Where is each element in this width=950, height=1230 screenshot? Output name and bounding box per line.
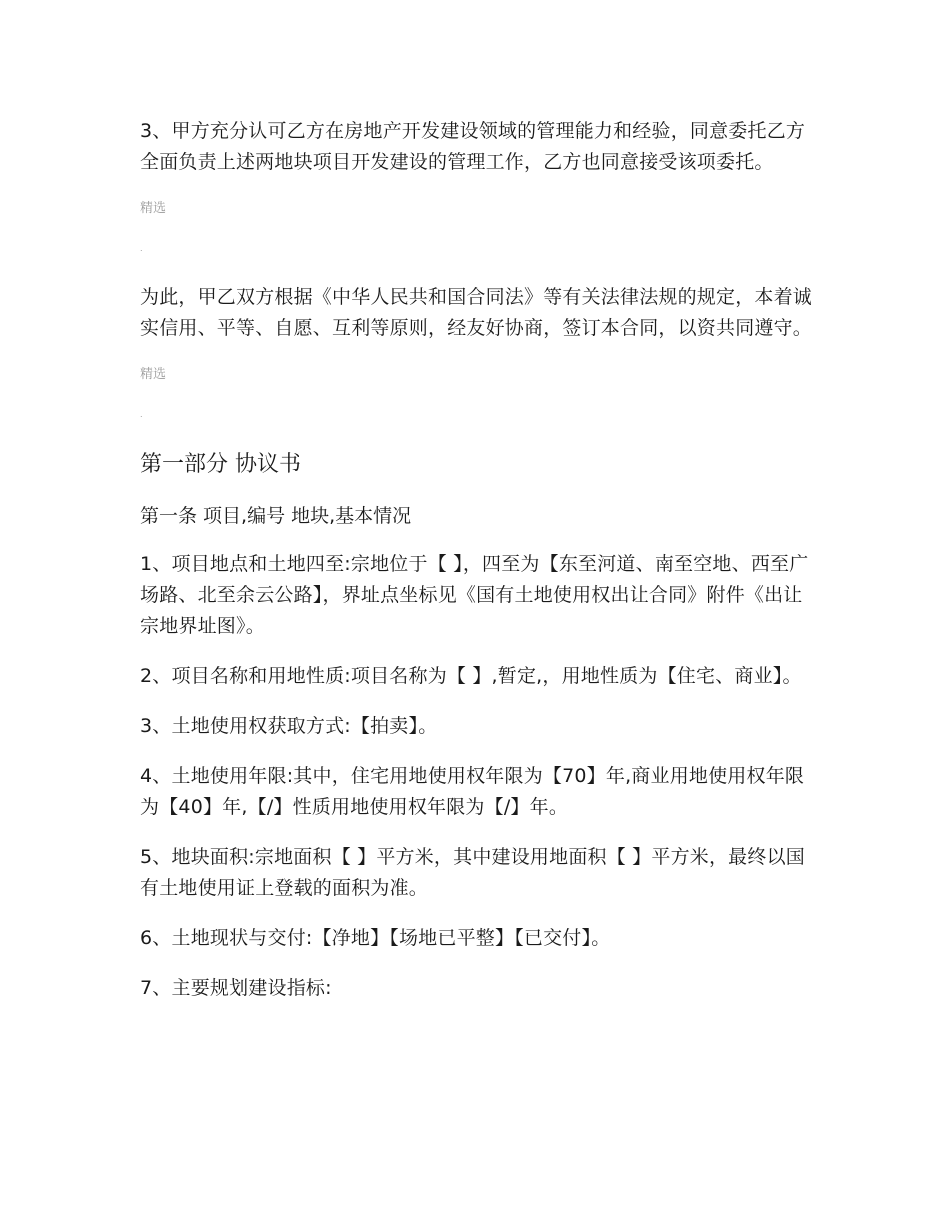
paragraph-legal-basis: 为此，甲乙双方根据《中华人民共和国合同法》等有关法律法规的规定，本着诚实信用、平等、自愿、互利等原则，经友好协商，签订本合同，以资共同遵守。 [140,286,813,339]
item-land-status: 6、土地现状与交付:【净地】【场地已平整】【已交付】。 [140,927,611,949]
page-footer-mark: 精选 [140,367,167,382]
item-planning-indicators: 7、主要规划建设指标: [140,977,332,999]
paragraph-entrustment: 3、甲方充分认可乙方在房地产开发建设领域的管理能力和经验，同意委托乙方全面负责上述两地块项目开发建设的管理工作，乙方也同意接受该项委托。 [140,120,806,173]
document-page [140,116,820,1004]
item-land-term: 4、土地使用年限:其中，住宅用地使用权年限为【70】年,商业用地使用权年限为【40】年,【/】性质用地使用权年限为【/】年。 [140,765,805,818]
page-footer-mark: 精选 [140,201,167,216]
item-land-area: 5、地块面积:宗地面积【 】平方米，其中建设用地面积【 】平方米，最终以国有土地使用证上登载的面积为准。 [140,846,805,899]
article-heading: 第一条 项目,编号 地块,基本情况 [140,505,412,527]
item-location: 1、项目地点和土地四至:宗地位于【 】，四至为【东至河道、南至空地、西至广场路、北至余云公路】，界址点坐标见《国有土地使用权出让合同》附件《出让宗地界址图》。 [140,553,809,637]
item-project-name: 2、项目名称和用地性质:项目名称为【 】,暂定,，用地性质为【住宅、商业】。 [140,665,802,687]
part-heading: 第一部分 协议书 [140,452,301,477]
item-acquisition-method: 3、土地使用权获取方式:【拍卖】。 [140,715,438,737]
page-separator-dot: . [140,410,143,419]
page-separator-dot: . [140,244,143,253]
